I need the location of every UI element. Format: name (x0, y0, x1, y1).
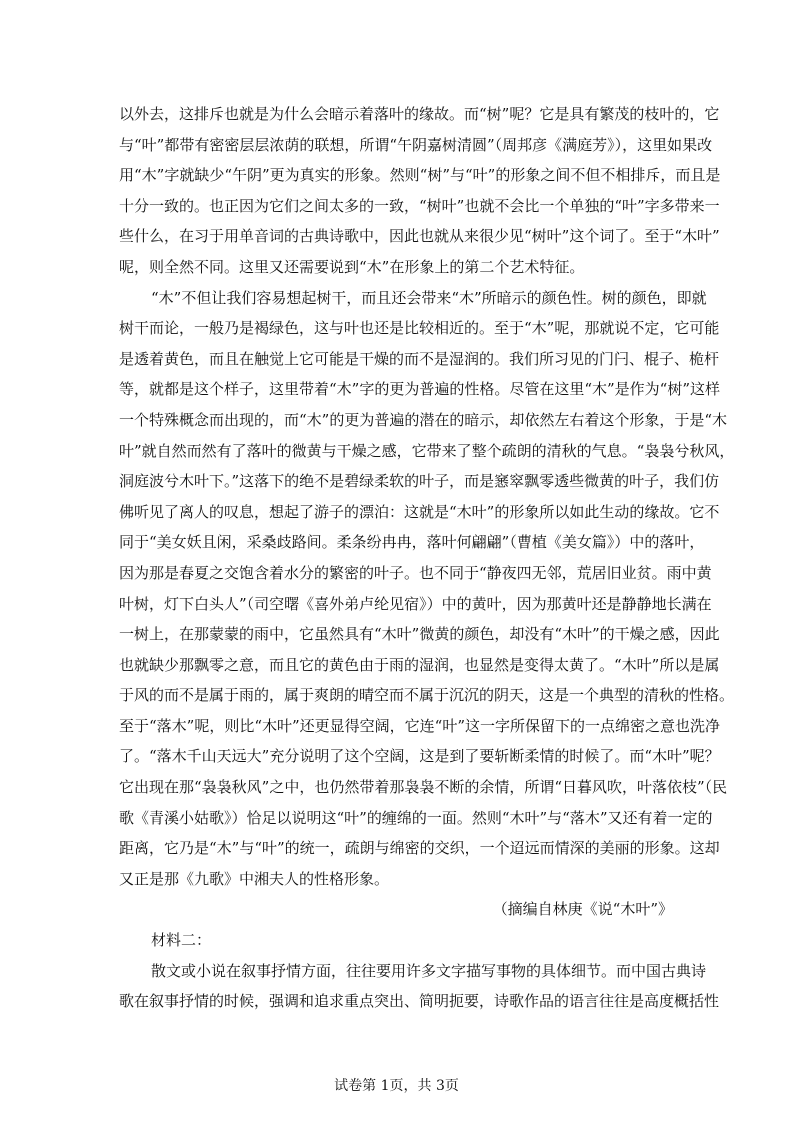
paragraph-line: 与“叶”都带有密密层层浓荫的联想，所谓“午阴嘉树清圆”（周邦彦《满庭芳》），这里如果改 (119, 135, 713, 154)
paragraph-line: 了。“落木千山天远大”充分说明了这个空阔，这是到了要斩断柔情的时候了。而“木叶”呢？ (119, 747, 720, 766)
paragraph-line: 等，就都是这个样子，这里带着“木”字的更为普遍的性格。尽管在这里“木”是作为“树”这样 (119, 380, 721, 399)
article-body (119, 99, 735, 1017)
paragraph-line: 因为那是春夏之交饱含着水分的繁密的叶子。也不同于“静夜四无邻，荒居旧业贫。雨中黄 (119, 563, 712, 582)
paragraph-line: 距离，它乃是“木”与“叶”的统一，疏朗与绵密的交织，一个迢远而情深的美丽的形象。这却 (119, 839, 720, 858)
paragraph-line: 至于“落木”呢，则比“木叶”还更显得空阔，它连“叶”这一字所保留下的一点绵密之意也洗净 (119, 716, 721, 735)
paragraph-line: 又正是那《九歌》中湘夫人的性格形象。 (119, 869, 390, 888)
paragraph-line: 叶”就自然而然有了落叶的微黄与干燥之感，它带来了整个疏朗的清秋的气息。“袅袅兮秋风， (119, 441, 735, 460)
paragraph-line: 洞庭波兮木叶下。”这落下的绝不是碧绿柔软的叶子，而是窸窣飘零透些微黄的叶子，我们仿 (119, 472, 720, 491)
paragraph-line: 散文或小说在叙事抒情方面，往往要用许多文字描写事物的具体细节。而中国古典诗 (151, 961, 707, 980)
paragraph-line: 十分一致的。也正因为它们之间太多的一致，“树叶”也就不会比一个单独的“叶”字多带来一 (119, 196, 720, 215)
paragraph-line: 用“木”字就缺少“午阴”更为真实的形象。然则“树”与“叶”的形象之间不但不相排斥，而且是 (119, 166, 721, 185)
paragraph-line: 材料二： (151, 931, 212, 950)
paragraph-line: 一个特殊概念而出现的，而“木”的更为普遍的潜在的暗示，却依然左右着这个形象，于是“木 (119, 410, 728, 429)
paragraph-line: 也就缺少那飘零之意，而且它的黄色由于雨的湿润，也显然是变得太黄了。“木叶”所以是属 (119, 655, 720, 674)
page-footer: 试卷第 1页，共 3页 (334, 1078, 459, 1094)
paragraph-line: 于风的而不是属于雨的，属于爽朗的晴空而不属于沉沉的阴天，这是一个典型的清秋的性格。 (119, 686, 735, 705)
paragraph-line: 同于“美女妖且闲，采桑歧路间。柔条纷冉冉，落叶何翩翩”（曹植《美女篇》）中的落叶， (119, 533, 705, 552)
paragraph-line: 歌《青溪小姑歌》）恰足以说明这“叶”的缠绵的一面。然则“木叶”与“落木”又还有着一定的 (119, 808, 713, 827)
paragraph-line: 佛听见了离人的叹息，想起了游子的漂泊：这就是“木叶”的形象所以如此生动的缘故。它不 (119, 502, 720, 521)
paragraph-line: 叶树，灯下白头人”（司空曙《喜外弟卢纶见宿》）中的黄叶，因为那黄叶还是静静地长满在 (119, 594, 712, 613)
paragraph-line: 些什么，在习于用单音词的古典诗歌中，因此也就从来很少见“树叶”这个词了。至于“木叶” (119, 227, 720, 246)
paragraph-line: “木”不但让我们容易想起树干，而且还会带来“木”所暗示的颜色性。树的颜色，即就 (151, 288, 707, 307)
paragraph-line: 歌在叙事抒情的时候，强调和追求重点突出、简明扼要，诗歌作品的语言往往是高度概括性 (119, 992, 720, 1011)
paragraph-line: 是透着黄色，而且在触觉上它可能是干燥的而不是湿润的。我们所习见的门闩、棍子、桅杆 (119, 349, 720, 368)
paragraph-line: 以外去，这排斥也就是为什么会暗示着落叶的缘故。而“树”呢？它是具有繁茂的枝叶的，它 (119, 105, 720, 123)
paragraph-line: 一树上，在那蒙蒙的雨中，它虽然具有“木叶”微黄的颜色，却没有“木叶”的干燥之感，因此 (119, 625, 720, 644)
paragraph-line: 呢，则全然不同。这里又还需要说到“木”在形象上的第二个艺术特征。 (119, 257, 585, 276)
paragraph-line: 它出现在那“袅袅秋风”之中，也仍然带着那袅袅不断的余情，所谓“日暮风吹，叶落依枝”（民 (119, 778, 728, 797)
source-citation: （摘编自林庚《说“木叶”》 (492, 900, 673, 919)
paragraph-line: 树干而论，一般乃是褐绿色，这与叶也还是比较相近的。至于“木”呢，那就说不定，它可能 (119, 319, 720, 338)
